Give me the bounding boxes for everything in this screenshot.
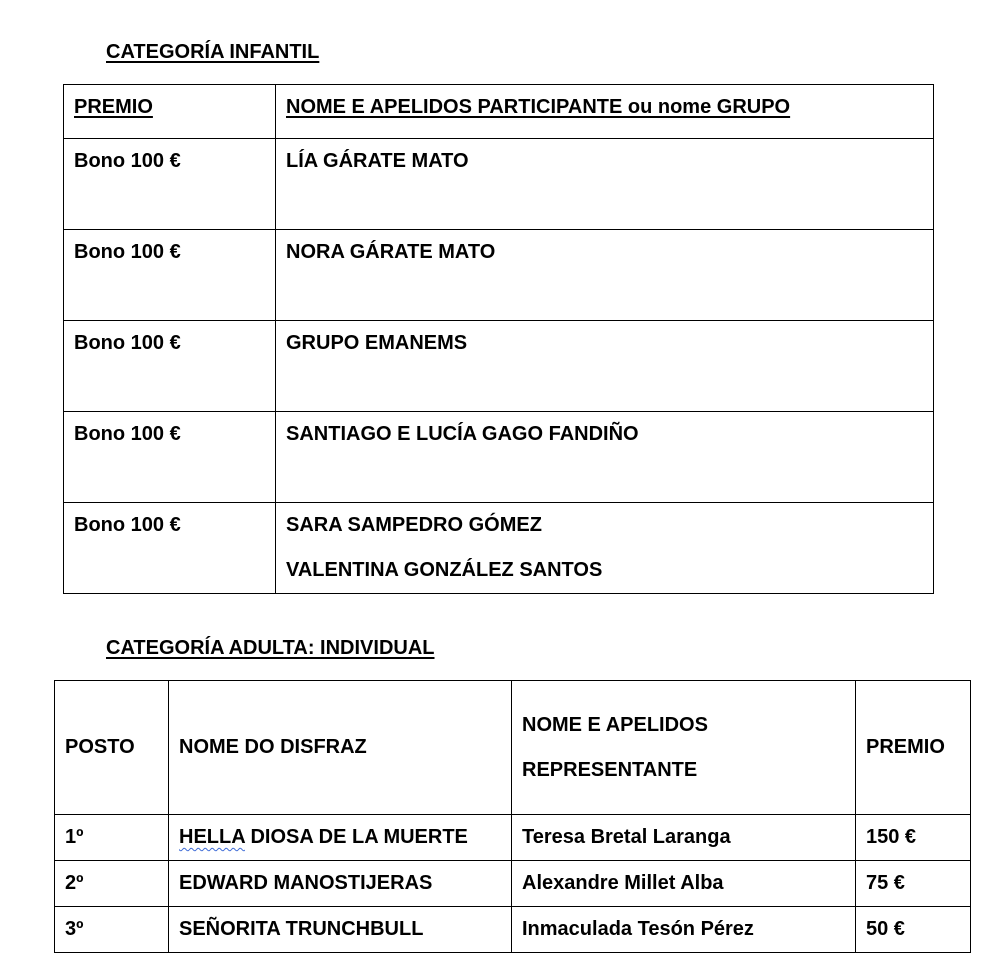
header-label: NOME E APELIDOS bbox=[522, 713, 708, 736]
participant-cell bbox=[276, 503, 934, 594]
header-cell-representante bbox=[512, 681, 856, 815]
table-row bbox=[55, 815, 971, 861]
header-label: NOME E APELIDOS PARTICIPANTE ou nome GRUPO bbox=[286, 96, 791, 118]
participant-name: NORA GÁRATE MATO bbox=[286, 241, 496, 263]
participant-cell bbox=[276, 412, 934, 503]
prize-cell: 50 € bbox=[856, 907, 971, 953]
header-label: PREMIO bbox=[74, 96, 153, 118]
participant-name: SANTIAGO E LUCÍA GAGO FANDIÑO bbox=[286, 423, 639, 445]
participant-cell bbox=[276, 139, 934, 230]
prize-cell: Bono 100 € bbox=[64, 503, 276, 594]
costume-cell bbox=[169, 861, 512, 907]
header-cell-posto: POSTO bbox=[55, 681, 169, 815]
adulta-table bbox=[54, 680, 971, 953]
participant-name: GRUPO EMANEMS bbox=[286, 332, 468, 354]
rank-cell: 1º bbox=[55, 815, 169, 861]
table-row bbox=[64, 412, 934, 503]
header-cell-premio: PREMIO bbox=[856, 681, 971, 815]
representative-cell: Inmaculada Tesón Pérez bbox=[512, 907, 856, 953]
costume-name: EDWARD MANOSTIJERAS bbox=[179, 872, 433, 894]
header-cell-disfraz: NOME DO DISFRAZ bbox=[169, 681, 512, 815]
table-row bbox=[55, 861, 971, 907]
rank-cell: 3º bbox=[55, 907, 169, 953]
prize-cell: 75 € bbox=[856, 861, 971, 907]
infantil-table bbox=[63, 84, 934, 594]
prize-cell: Bono 100 € bbox=[64, 139, 276, 230]
table-row bbox=[55, 907, 971, 953]
table-row bbox=[64, 321, 934, 412]
adulta-heading: CATEGORÍA ADULTA: INDIVIDUAL bbox=[106, 637, 435, 659]
header-label: REPRESENTANTE bbox=[522, 758, 698, 781]
table-row bbox=[64, 503, 934, 594]
infantil-heading: CATEGORÍA INFANTIL bbox=[106, 41, 320, 63]
prize-cell: 150 € bbox=[856, 815, 971, 861]
participant-cell bbox=[276, 321, 934, 412]
costume-cell bbox=[169, 815, 512, 861]
table-row bbox=[64, 230, 934, 321]
prize-cell: Bono 100 € bbox=[64, 412, 276, 503]
prize-cell: Bono 100 € bbox=[64, 230, 276, 321]
representative-cell: Alexandre Millet Alba bbox=[512, 861, 856, 907]
table-header-row bbox=[64, 85, 934, 139]
participant-name: VALENTINA GONZÁLEZ SANTOS bbox=[286, 559, 603, 581]
spellcheck-word: HELLA bbox=[179, 826, 245, 848]
rank-cell: 2º bbox=[55, 861, 169, 907]
representative-cell: Teresa Bretal Laranga bbox=[512, 815, 856, 861]
table-row bbox=[64, 139, 934, 230]
header-cell-premio bbox=[64, 85, 276, 139]
costume-name: SEÑORITA TRUNCHBULL bbox=[179, 918, 424, 940]
header-cell-participante bbox=[276, 85, 934, 139]
prize-cell: Bono 100 € bbox=[64, 321, 276, 412]
participant-name: SARA SAMPEDRO GÓMEZ bbox=[286, 514, 542, 536]
costume-name: DIOSA DE LA MUERTE bbox=[244, 826, 468, 848]
participant-name: LÍA GÁRATE MATO bbox=[286, 150, 469, 172]
table-header-row bbox=[55, 681, 971, 815]
participant-cell bbox=[276, 230, 934, 321]
costume-cell bbox=[169, 907, 512, 953]
